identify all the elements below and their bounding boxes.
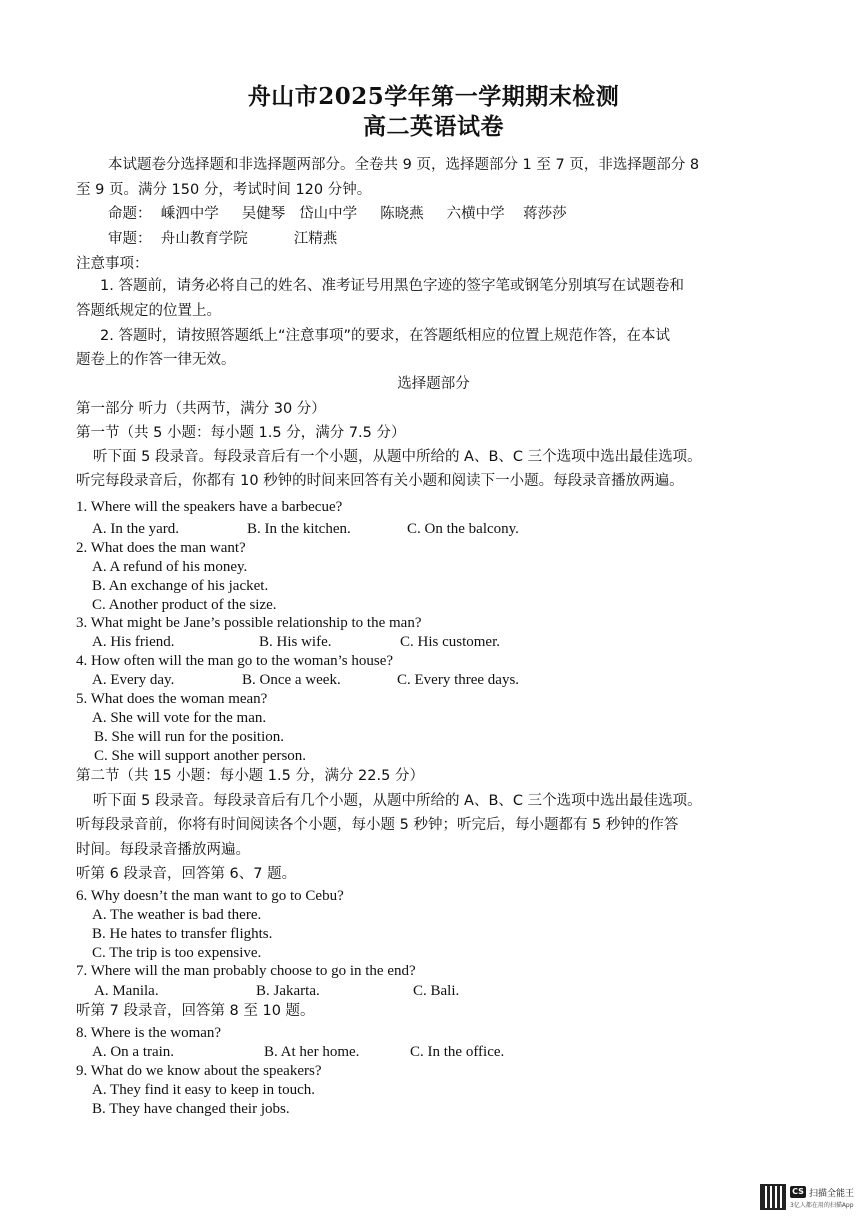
question-6-option-b: B. He hates to transfer flights. [92,926,273,942]
question-4-option-c: C. Every three days. [397,672,520,688]
scanner-app-name: 扫描全能王 [809,1189,855,1199]
question-3-option-a: A. His friend. [92,634,175,650]
section-heading: 选择题部分 [397,376,470,392]
question-4-option-a: A. Every day. [92,672,175,688]
question-4-stem: 4. How often will the man go to the woman’s house? [76,653,394,669]
question-2-option-b: B. An exchange of his jacket. [92,578,269,594]
sec2-instruction-line2: 听每段录音前，你将有时间阅读各个小题，每小题 5 秒钟；听完后，每小题都有 5 秒钟的作答 [76,817,679,833]
question-8-stem: 8. Where is the woman? [76,1025,222,1041]
notice-item1-line2: 答题纸规定的位置上。 [76,303,221,319]
audio-6-heading: 听第 6 段录音，回答第 6、7 题。 [76,866,297,882]
notice-item2-line2: 题卷上的作答一律无效。 [76,352,236,368]
reviewers-line: 审题： 舟山教育学院 江精燕 [108,231,338,247]
question-8-option-c: C. In the office. [410,1044,505,1060]
question-7-option-c: C. Bali. [413,983,460,999]
question-5-option-c: C. She will support another person. [94,748,307,764]
authors-line: 命题： 嵊泗中学 吴健琴 岱山中学 陈晓燕 六横中学 蒋莎莎 [108,206,567,222]
question-3-option-c: C. His customer. [400,634,500,650]
sec1-instruction-line2: 听完每段录音后，你都有 10 秒钟的时间来回答有关小题和阅读下一小题。每段录音播放两遍。 [76,473,684,489]
question-9-stem: 9. What do we know about the speakers? [76,1063,322,1079]
question-7-option-a: A. Manila. [94,983,159,999]
notice-heading: 注意事项： [76,256,149,272]
question-7-option-b: B. Jakarta. [256,983,320,999]
sec1-heading: 第一节（共 5 小题：每小题 1.5 分，满分 7.5 分） [76,425,406,441]
question-6-option-c: C. The trip is too expensive. [92,945,262,961]
question-6-stem: 6. Why doesn’t the man want to go to Cebu? [76,888,344,904]
question-9-option-b: B. They have changed their jobs. [92,1101,290,1117]
question-5-option-a: A. She will vote for the man. [92,710,267,726]
question-1-option-b: B. In the kitchen. [247,521,351,537]
question-9-option-a: A. They find it easy to keep in touch. [92,1082,316,1098]
intro-line2: 至 9 页。满分 150 分，考试时间 120 分钟。 [76,182,372,198]
notice-item2-line1: 2. 答题时，请按照答题纸上“注意事项”的要求，在答题纸相应的位置上规范作答，在本试 [100,328,670,344]
intro-line1: 本试题卷分选择题和非选择题两部分。全卷共 9 页，选择题部分 1 至 7 页，非选择题部分 8 [108,157,700,173]
exam-subtitle: 高二英语试卷 [363,113,504,140]
question-8-option-a: A. On a train. [92,1044,175,1060]
part1-heading: 第一部分 听力（共两节，满分 30 分） [76,401,326,417]
audio-7-heading: 听第 7 段录音，回答第 8 至 10 题。 [76,1003,315,1019]
scanner-logo-icon: CS [790,1186,806,1198]
scanner-watermark [790,1186,855,1210]
question-8-option-b: B. At her home. [264,1044,360,1060]
sec2-instruction-line1: 听下面 5 段录音。每段录音后有几个小题，从题中所给的 A、B、C 三个选项中选出最佳选项。 [93,793,702,809]
question-5-option-b: B. She will run for the position. [94,729,284,745]
exam-title: 舟山市2025学年第一学期期末检测 [247,83,620,110]
notice-item1-line1: 1. 答题前，请务必将自己的姓名、准考证号用黑色字迹的签字笔或钢笔分别填写在试题卷和 [100,278,684,294]
sec1-instruction-line1: 听下面 5 段录音。每段录音后有一个小题，从题中所给的 A、B、C 三个选项中选出最佳选项。 [93,449,702,465]
question-1-option-a: A. In the yard. [92,521,180,537]
sec2-instruction-line3: 时间。每段录音播放两遍。 [76,842,250,858]
question-6-option-a: A. The weather is bad there. [92,907,262,923]
sec2-heading: 第二节（共 15 小题：每小题 1.5 分，满分 22.5 分） [76,768,424,784]
qr-code-icon [760,1184,786,1210]
question-2-stem: 2. What does the man want? [76,540,246,556]
question-5-stem: 5. What does the woman mean? [76,691,268,707]
question-4-option-b: B. Once a week. [242,672,341,688]
question-1-option-c: C. On the balcony. [407,521,519,537]
question-2-option-a: A. A refund of his money. [92,559,248,575]
scanner-tagline: 3亿人都在用的扫描App [790,1202,854,1209]
question-7-stem: 7. Where will the man probably choose to go in the end? [76,963,416,979]
question-3-option-b: B. His wife. [259,634,332,650]
question-3-stem: 3. What might be Jane’s possible relationship to the man? [76,615,422,631]
question-1-stem: 1. Where will the speakers have a barbecue? [76,499,343,515]
question-2-option-c: C. Another product of the size. [92,597,277,613]
